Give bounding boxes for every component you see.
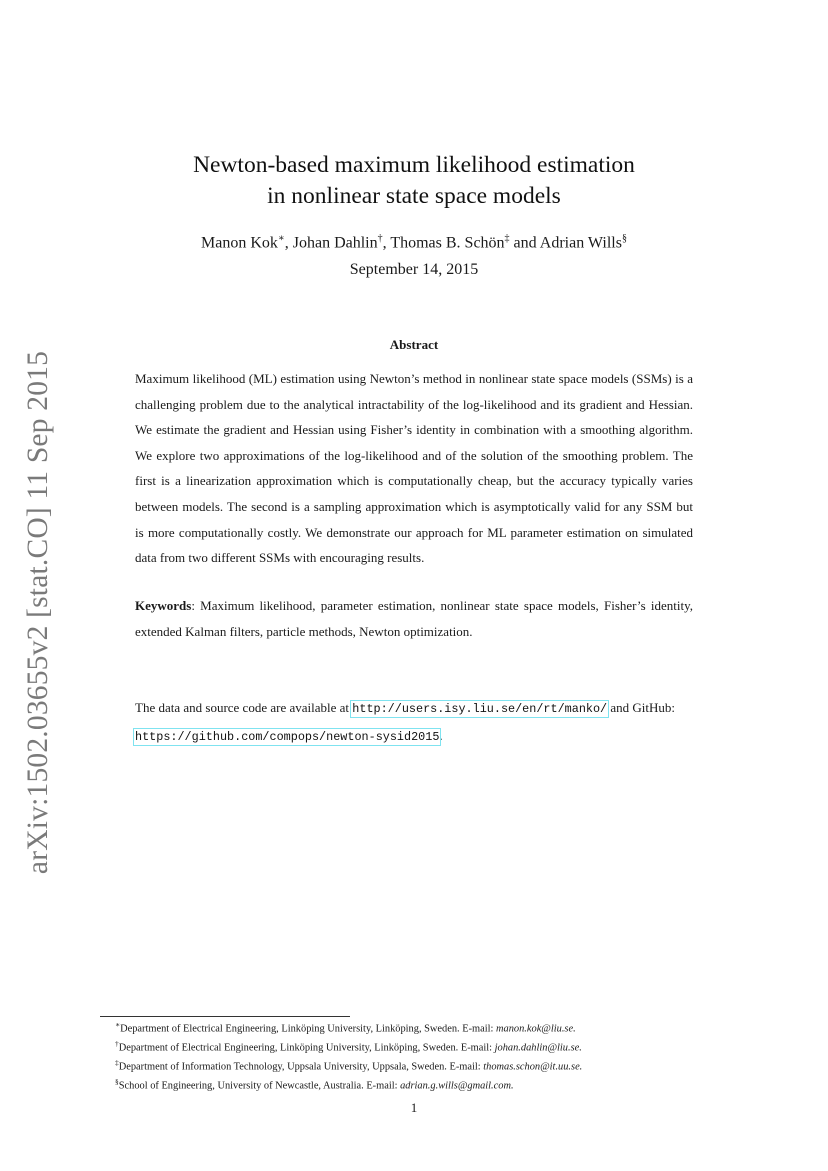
author-name: Johan Dahlin — [292, 234, 378, 252]
footnote — [115, 1056, 715, 1075]
footnote-mark: § — [115, 1076, 119, 1086]
author-mark: § — [621, 233, 627, 244]
github-link[interactable]: https://github.com/compops/newton-sysid2015 — [135, 729, 440, 744]
arxiv-identifier: arXiv:1502.03655v2 [stat.CO] 11 Sep 2015 — [22, 350, 55, 874]
footnotes — [115, 1018, 715, 1094]
footnote-text: Department of Electrical Engineering, Linköping University, Linköping, Sweden. E-mail: — [120, 1023, 496, 1035]
data-availability-note — [135, 695, 693, 750]
author-separator: , — [382, 234, 391, 252]
data-note-prefix: The data and source code are available at — [135, 700, 353, 715]
author-name: Adrian Wills — [539, 234, 622, 252]
author-name: Manon Kok — [201, 234, 278, 252]
author-mark: ∗ — [277, 233, 285, 244]
homepage-link[interactable]: http://users.isy.liu.se/en/rt/manko/ — [352, 702, 608, 716]
author-mark: ‡ — [504, 233, 510, 244]
abstract-text: Maximum likelihood (ML) estimation using Newton’s method in nonlinear state space models (SSMs) is a challenging problem due to the analytical intractability of the log-likelihood and its gradient and Hessian. We estimate the gradient and Hessian using Fisher’s identity in combination with a smoothing algorithm. We explore two approximations of the log-likelihood and of the solution of the smoothing problem. The first is a linearization approximation which is computationally cheap, but the accuracy typically varies between models. The second is a sampling approximation which is asymptotically valid for any SSM but is more computationally costly. We demonstrate our approach for ML parameter estimation on simulated data from two different SSMs with encouraging results. — [135, 371, 693, 566]
footnote-divider — [100, 1016, 350, 1017]
footnote — [115, 1075, 715, 1094]
footnote — [115, 1037, 715, 1056]
author-mark: † — [377, 233, 383, 244]
author-name: Thomas B. Schön — [390, 234, 505, 252]
footnote-email: thomas.schon@it.uu.se. — [483, 1061, 583, 1073]
footnote — [115, 1018, 715, 1037]
publication-date: September 14, 2015 — [349, 261, 479, 278]
paper-title — [100, 150, 728, 212]
data-note-suffix: . — [439, 727, 443, 743]
author-separator: , — [284, 234, 293, 252]
footnote-email: manon.kok@liu.se. — [496, 1023, 576, 1035]
keywords-label: Keywords — [135, 598, 192, 613]
footnote-mark: ‡ — [115, 1057, 119, 1067]
data-note-middle: and GitHub: — [607, 700, 676, 715]
author-conjunction: and — [509, 234, 540, 252]
footnote-text: School of Engineering, University of Newcastle, Australia. E-mail: — [118, 1080, 401, 1092]
footnote-text: Department of Information Technology, Uppsala University, Uppsala, Sweden. E-mail: — [118, 1061, 484, 1073]
footnote-mark: ∗ — [115, 1020, 121, 1029]
title-line-1: Newton-based maximum likelihood estimation — [193, 152, 635, 178]
keywords-text: : Maximum likelihood, parameter estimation, nonlinear state space models, Fisher’s identity, extended Kalman filters, particle methods, Newton optimization. — [135, 598, 693, 639]
page-number: 1 — [410, 1100, 418, 1115]
abstract-heading: Abstract — [389, 337, 439, 352]
footnote-mark: † — [115, 1038, 119, 1048]
footnote-text: Department of Electrical Engineering, Linköping University, Linköping, Sweden. E-mail: — [118, 1042, 495, 1054]
keywords-paragraph — [135, 593, 693, 644]
footnote-email: adrian.g.wills@gmail.com. — [400, 1080, 514, 1092]
title-line-2: in nonlinear state space models — [267, 183, 561, 209]
author-list — [100, 228, 728, 254]
arxiv-sidebar-stamp — [17, 350, 61, 874]
footnote-email: johan.dahlin@liu.se. — [494, 1042, 582, 1054]
